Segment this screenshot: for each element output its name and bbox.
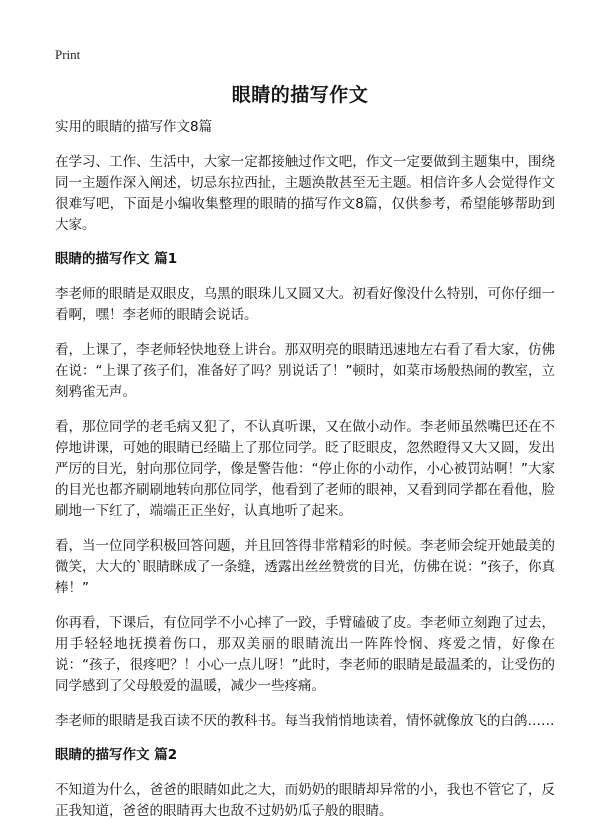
intro-paragraph: 在学习、工作、生活中，大家一定都接触过作文吧，作文一定要做到主题集中，围绕同一主题作深入阐述，切忌东拉西扯，主题涣散甚至无主题。相信许多人会觉得作文很难写吧，下面是小编收集整理的眼睛的描写作文8篇，仅供参考，希望能够帮助到大家。 — [55, 154, 555, 233]
section-heading: 眼睛的描写作文 篇2 — [55, 747, 178, 763]
section-paragraph: 看，当一位同学积极回答问题，并且回答得非常精彩的时候。李老师会绽开她最美的微笑，大大的`眼睛眯成了一条缝，透露出丝丝赞赏的目光，仿佛在说：“孩子，你真棒！” — [55, 538, 555, 596]
section-paragraph: 不知道为什么，爸爸的眼睛如此之大，而奶奶的眼睛却异常的小，我也不管它了，反正我知道，爸爸的眼睛再大也敌不过奶奶瓜子般的眼睛。 — [55, 782, 555, 819]
section-paragraph: 李老师的眼睛是双眼皮，乌黑的眼珠儿又圆又大。初看好像没什么特别，可你仔细一看啊，嘿！李老师的眼睛会说话。 — [55, 286, 555, 323]
section-paragraph: 李老师的眼睛是我百读不厌的教科书。每当我悄悄地读着，情怀就像放飞的白鸽…… — [55, 713, 555, 729]
page-title: 眼睛的描写作文 — [231, 84, 369, 106]
document-body — [55, 118, 555, 836]
section-paragraph: 看，那位同学的老毛病又犯了，不认真听课，又在做小动作。李老师虽然嘴巴还在不停地讲课，可她的眼睛已经瞄上了那位同学。眨了眨眼皮，忽然瞪得又大又圆，发出严厉的目光，射向那位同学，像是警告他：“停止你的小动作，小心被罚站啊！”大家的目光也都齐刷刷地转向那位同学，他看到了老师的眼神，又看到同学都在看他，脸刷地一下红了，端端正正坐好，认真地听了起来。 — [55, 419, 555, 519]
section-paragraph: 你再看，下课后，有位同学不小心摔了一跤，手臂磕破了皮。李老师立刻跑了过去，用手轻轻地抚摸着伤口，那双美丽的眼睛流出一阵阵怜悯、疼爱之情，好像在说：“孩子，很疼吧？！小心一点儿呀！”此时，李老师的眼睛是最温柔的，让受伤的同学感到了父母般爱的温暖，减少一些疼痛。 — [55, 615, 555, 694]
section-heading: 眼睛的描写作文 篇1 — [55, 251, 178, 267]
print-link[interactable]: Print — [55, 47, 81, 62]
section-paragraph: 看，上课了，李老师轻快地登上讲台。那双明亮的眼睛迅速地左右看了看大家，仿佛在说：“上课了孩子们，准备好了吗？别说话了！”顿时，如菜市场般热闹的教室，立刻鸦雀无声。 — [55, 342, 555, 400]
document-subtitle: 实用的眼睛的描写作文8篇 — [55, 119, 213, 135]
